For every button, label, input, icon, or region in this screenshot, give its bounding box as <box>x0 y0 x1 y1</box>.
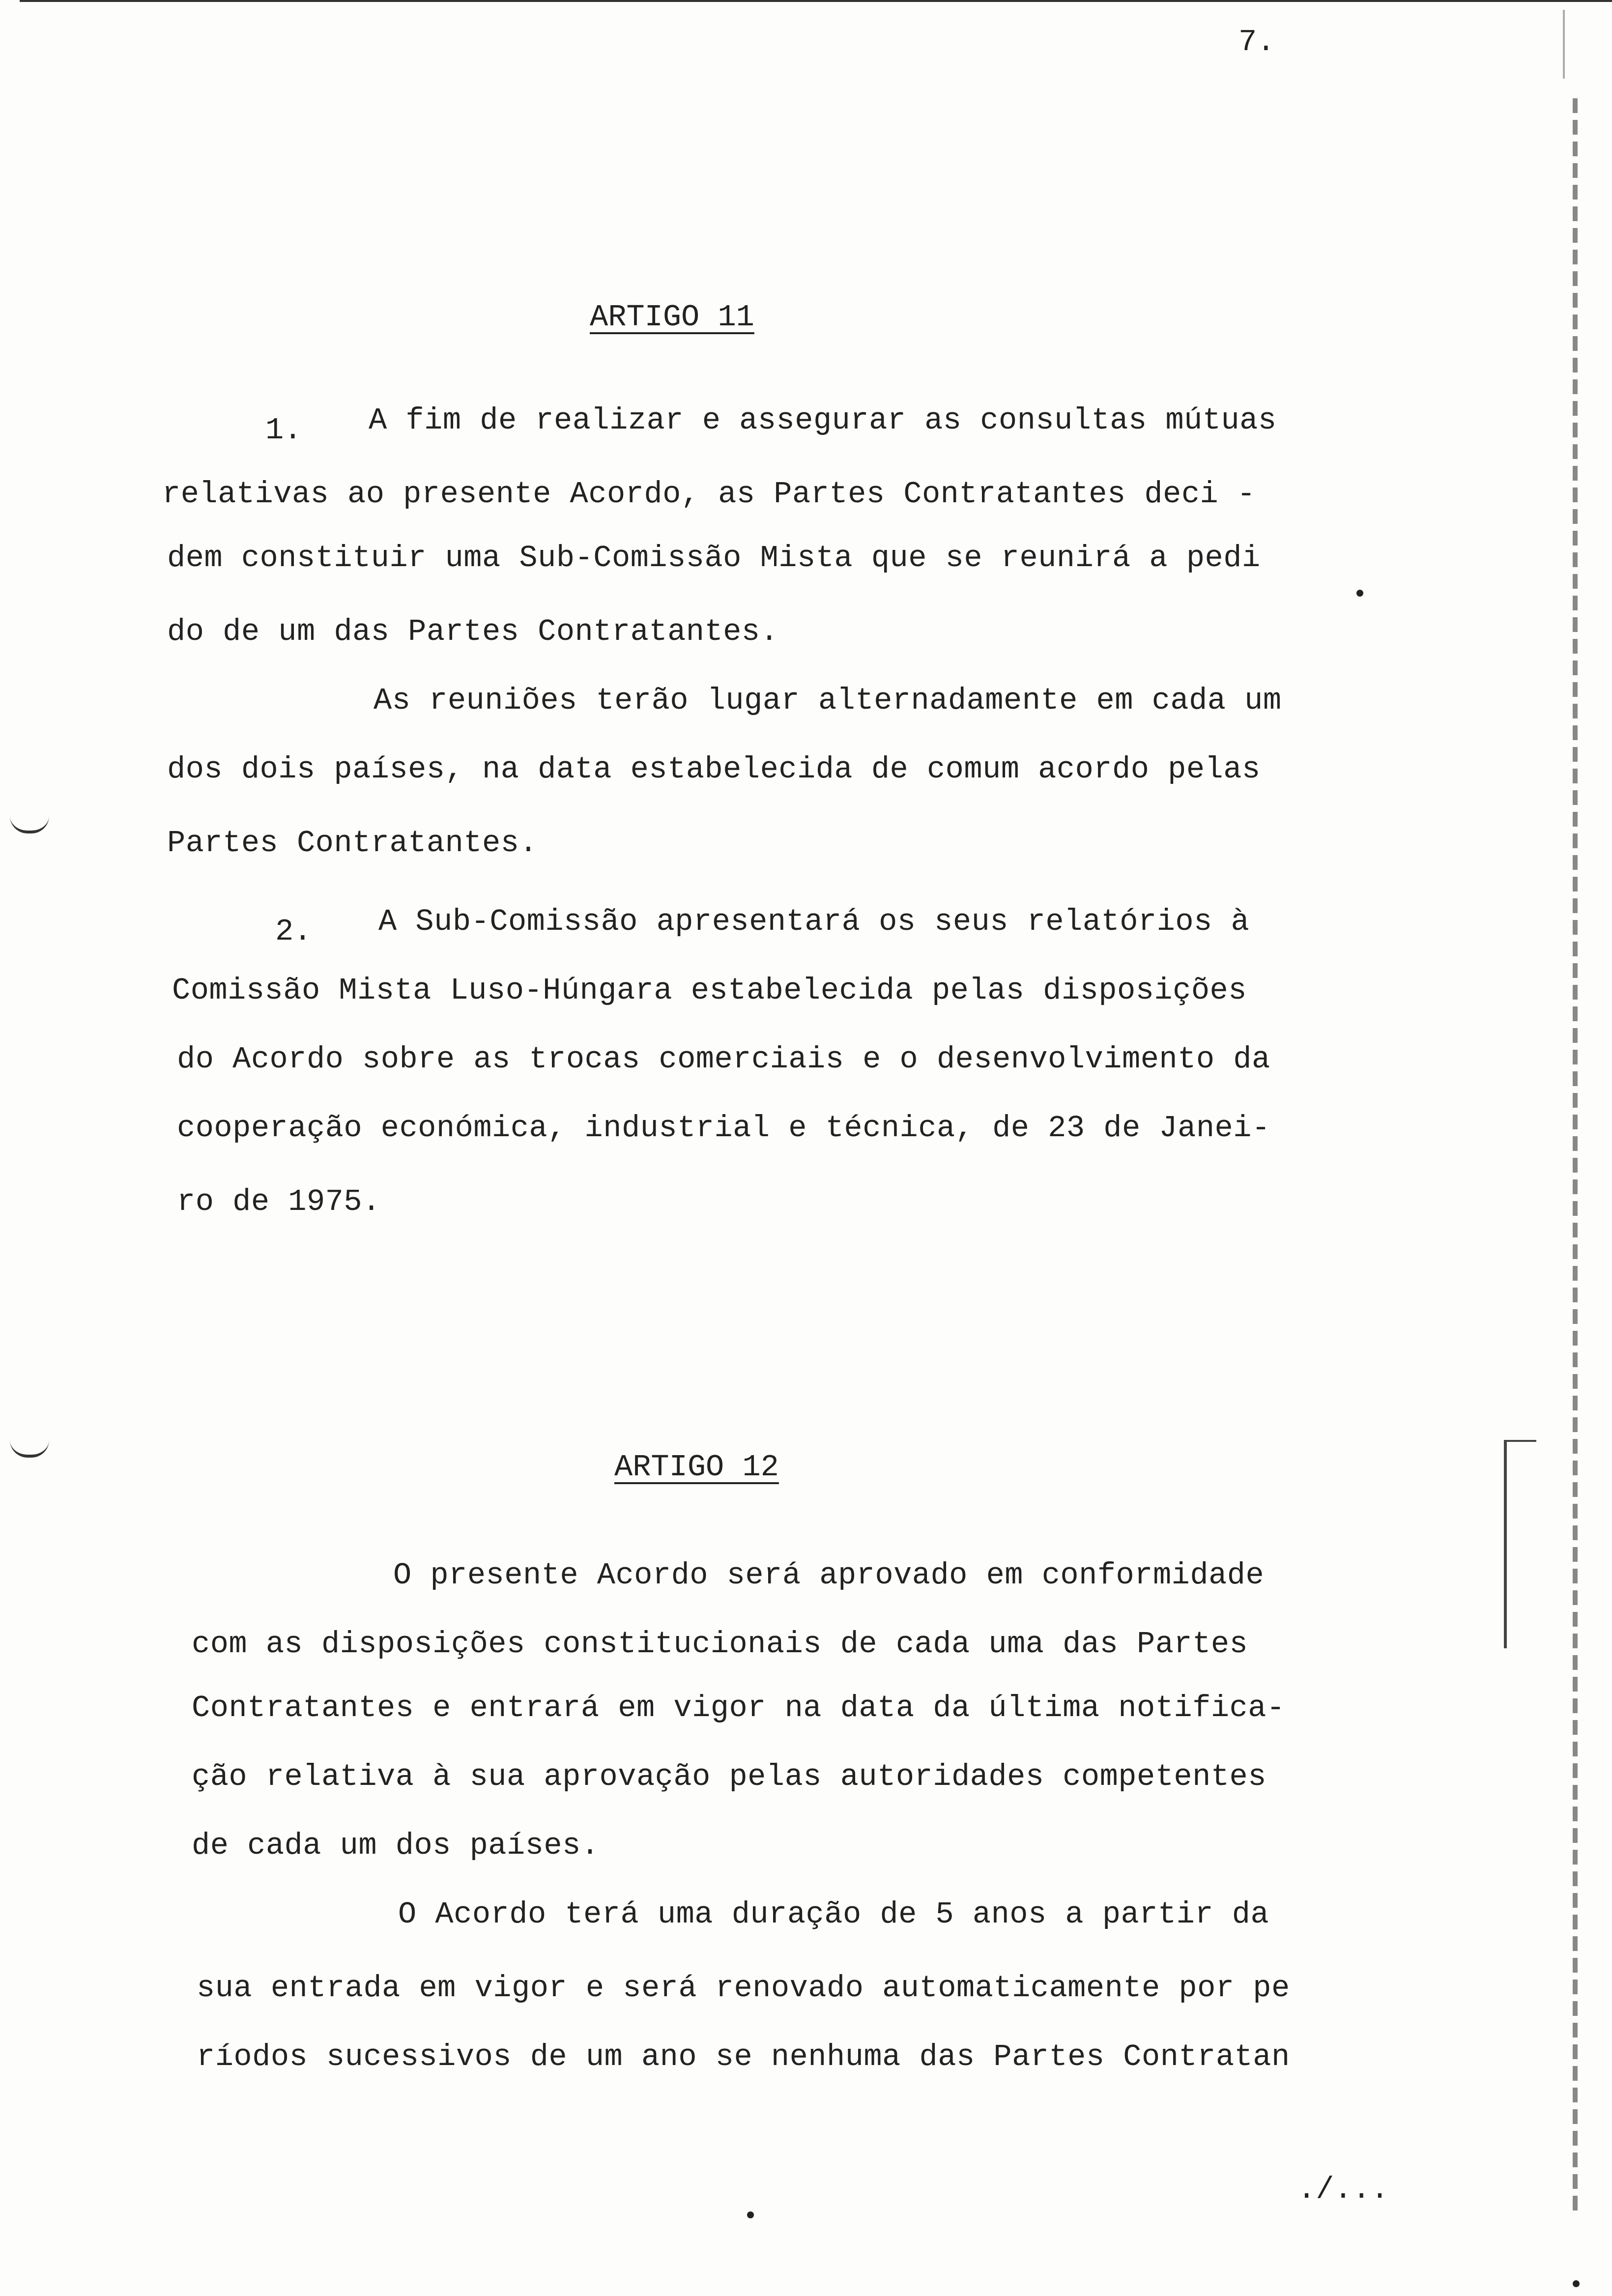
text-line: cooperação económica, industrial e técnica, de 23 de Janei- <box>177 1111 1270 1146</box>
text-line: com as disposições constitucionais de cada uma das Partes <box>192 1627 1248 1662</box>
text-line: ríodos sucessivos de um ano se nenhuma das Partes Contratan <box>197 2039 1290 2074</box>
text-line: do Acordo sobre as trocas comerciais e o desenvolvimento da <box>177 1042 1270 1077</box>
text-line: A fim de realizar e assegurar as consultas mútuas <box>369 403 1277 438</box>
text-line: de cada um dos países. <box>192 1828 600 1863</box>
text-line: O presente Acordo será aprovado em conformidade <box>393 1558 1265 1593</box>
continuation-mark: ./... <box>1297 2172 1389 2207</box>
ink-speck <box>747 2211 754 2218</box>
ink-speck <box>1356 590 1363 597</box>
article-12-heading: ARTIGO 12 <box>614 1450 779 1485</box>
margin-bracket <box>1504 1440 1536 1648</box>
ink-speck <box>1573 2280 1580 2287</box>
text-line: do de um das Partes Contratantes. <box>167 614 779 649</box>
text-line: sua entrada em vigor e será renovado automaticamente por pe <box>197 1971 1290 2006</box>
text-line: relativas ao presente Acordo, as Partes Contratantes deci - <box>162 477 1256 512</box>
paragraph-number: 1. <box>265 413 302 448</box>
text-line: ção relativa à sua aprovação pelas autoridades competentes <box>192 1759 1267 1794</box>
text-line: As reuniões terão lugar alternadamente em cada um <box>374 683 1282 718</box>
text-line: O Acordo terá uma duração de 5 anos a partir da <box>398 1897 1269 1932</box>
text-line: dem constituir uma Sub-Comissão Mista que se reunirá a pedi <box>167 541 1261 575</box>
text-line: A Sub-Comissão apresentará os seus relatórios à <box>378 904 1250 939</box>
top-edge-line <box>20 0 1612 2</box>
text-line: dos dois países, na data estabelecida de comum acordo pelas <box>167 752 1261 787</box>
text-line: Partes Contratantes. <box>167 826 538 861</box>
text-line: Contratantes e entrará em vigor na data da última notifica- <box>192 1691 1285 1725</box>
scan-edge-mark <box>1563 10 1565 79</box>
binding-edge <box>1573 98 1578 2211</box>
text-line: Comissão Mista Luso-Húngara estabelecida pelas disposições <box>172 973 1247 1008</box>
punch-hole-mark <box>10 816 49 833</box>
text-line: ro de 1975. <box>177 1184 381 1219</box>
page-number: 7. <box>1238 25 1275 59</box>
article-11-heading: ARTIGO 11 <box>590 300 754 335</box>
punch-hole-mark <box>10 1440 49 1458</box>
paragraph-number: 2. <box>275 914 312 949</box>
